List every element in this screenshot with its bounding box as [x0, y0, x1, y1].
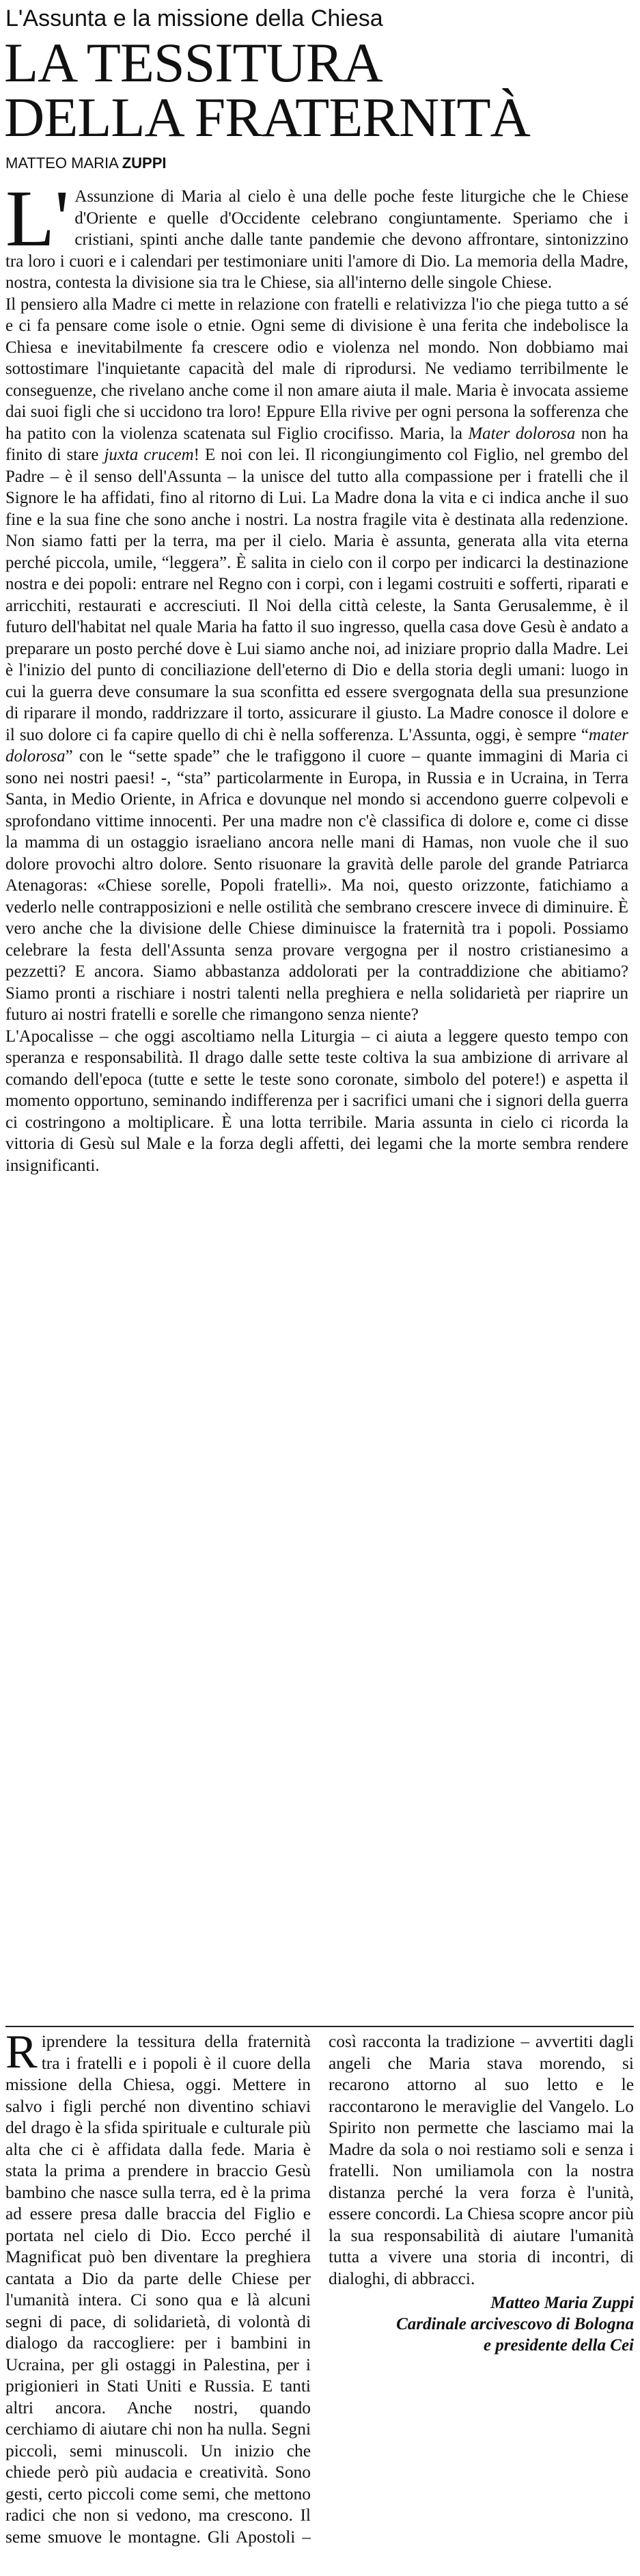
- paragraph: L'Assunzione di Maria al cielo è una delle poche feste liturgiche che le Chiese d'Oriente e quelle d'Occidente celebrano congiuntamente. Speriamo che i cristiani, spinti anche dalle tante pandemie che devono affrontare, sintonizzino tra loro i cuori e i calendari per testimoniare uniti l'amore di Dio. La memoria della Madre, nostra, contesta la divisione sia tra le Chiese, sia all'interno delle singole Chiese.: [5, 174, 628, 292]
- article-body: [5, 174, 628, 1176]
- headline-line-2: DELLA FRATERNITÀ: [4, 86, 530, 148]
- paragraph: Riprendere la tessitura della fraternità tra i fratelli e i popoli è il cuore della missione della Chiesa, oggi. Mettere in salvo i figli perché non diventino schiavi del drago è la sfida spirituale e culturale più alta che ci è affidata dalla fede. Maria è stata la prima a prendere in braccio Gesù bambino che nasce sulla terra, ed è la prima ad essere presa dalle braccia del Figlio e portata nel cielo di Dio. Ecco perché il Magnificat può ben diventare la preghiera cantata a Dio da parte delle Chiese per l'umanità intera. Ci sono qua e là alcuni segni di pace, di solidarietà, di volontà di dialogo da raccogliere: per i bambini in Ucraina, per gli ostaggi in Palestina, per i prigionieri in Stati Uniti e Russia. E tanti altri ancora. Anche nostri, quando cerchiamo di aiutare chi non ha nulla. Segni piccoli, semi minuscoli. Un inizio che chiede però più audacia e creatività. Sono gesti, certo piccoli come semi, che mettono radici che non si vedono, ma crescono. Il seme smuove le montagne. Gli Apostoli – così racconta la tradizione – avvertiti dagli angeli che Maria stava morendo, si recarono attorno al suo letto e le raccontarono le meraviglie del Vangelo. Lo Spirito non permette che lasciamo mai la Madre da sola o noi restiamo soli e senza i fratelli. Non umiliamola con la nostra distanza perché la vera forza è l'unità, essere concordi. La Chiesa scopre ancor più la sua responsabilità di aiutare l'umanità tutta a vivere una storia di incontri, di dialoghi, di abbracci.: [5, 2026, 634, 2547]
- author-role-1: Cardinale arcivescovo di Bologna: [396, 2315, 634, 2333]
- signature: [329, 2292, 634, 2356]
- italic-phrase: mater dolorosa: [5, 725, 628, 765]
- headline-line-1: LA TESSITURA: [4, 31, 382, 94]
- byline: [5, 154, 320, 172]
- byline-first: MATTEO MARIA: [5, 154, 122, 172]
- paragraph: Il pensiero alla Madre ci mette in relazione con fratelli e relativizza l'io che piega tutto a sé e ci fa pensare come isole o etnie. Ogni seme di divisione è una ferita che indebolisce la Chiesa e inevitabilmente fa crescere odio e violenza nel mondo. Non dobbiamo mai sottostimare l'inquietante capacità del male di riprodursi. Ne vediamo terribilmente le conseguenze, che rivelano anche come il non amare aiuta il male. Maria è invocata assieme dai suoi figli che si uccidono tra loro! Eppure Ella rivive per ogni persona la sofferenza che ha patito con la violenza scatenata sul Figlio crocifisso. Maria, la Mater dolorosa non ha finito di stare juxta crucem! E noi con lei. Il ricongiungimento col Figlio, nel grembo del Padre – è il senso dell'Assunta – la unisce del tutto alla compassione per i fratelli che il Signore le ha affidati, fino al ritorno di Lui. La Madre dona la vita e ci indica anche il suo fine e la sua fine che sono anche i nostri. La nostra fragile vita è destinata alla redenzione. Non siamo fatti per la terra, ma per il cielo. Maria è assunta, generata alla vita eterna perché piccola, umile, “leggera”. È salita in cielo con il corpo per indicarci la destinazione nostra e dei popoli: entrare nel Regno con i corpi, con i legami costruiti e sofferti, riparati e arricchiti, restaurati e accresciuti. Il Noi della città celeste, la Santa Gerusalemme, è il futuro dell'habitat nel quale Maria ha fatto il suo ingresso, quella casa dove Gesù è andato a preparare un posto perché dove è Lui siamo anche noi, ad iniziare proprio dalla Madre. Lei è l'inizio del punto di conciliazione dell'eterno di Dio e della storia degli umani: luogo in cui la guerra deve consumare la sua sconfitta ed essere svergognata della sua presunzione di riparare il mondo, raddrizzare il torto, assicurare il giusto. La Madre conosce il dolore e il suo dolore ci fa capire quello di chi è nella sofferenza. L'Assunta, oggi, è sempre “mater dolorosa” con le “sette spade” che le trafiggono il cuore – quante immagini di Maria ci sono nei nostri paesi! -, “sta” particolarmente in Europa, in Russia e in Ucraina, in Terra Santa, in Medio Oriente, in Africa e dovunque nel mondo si accendono guerre colpevoli e sprofondano vittime innocenti. Per una madre non c'è classifica di dolore e, come ci disse la mamma di un ostaggio israeliano ancora nelle mani di Hamas, non vuole che il suo dolore provochi altro dolore. Sento risuonare la gravità delle parole del grande Patriarca Atenagoras: «Chiese sorelle, Popoli fratelli». Ma noi, questo orizzonte, fatichiamo a vederlo nelle contrapposizioni e nelle ostilità che sembrano crescere invece di diminuire. È vero anche che la divisione delle Chiese diminuisce la fraternità tra i popoli. Possiamo celebrare la festa dell'Assunta senza provare vergogna per il nostro cristianesimo a pezzetti? E ancora. Siamo abbastanza addolorati per la contraddizione che abitiamo? Siamo pronti a rischiare i nostri talenti nella preghiera e nella solidarietà per riaprire un futuro ai nostri fratelli e sorelle che rimangono senza niente?: [5, 295, 628, 1024]
- paragraph: L'Apocalisse – che oggi ascoltiamo nella Liturgia – ci aiuta a leggere questo tempo con speranza e responsabilità. Il drago dalle sette teste coltiva la sua ambizione di arrivare al comando dell'epoca (tutte e sette le teste sono coronate, simbolo del potere!) e aspetta il momento opportuno, seminando indifferenza per i sacrifici umani che i signori della guerra ci costringono a moltiplicare. È una lotta terribile. Maria assunta in cielo ci ricorda la vittoria di Gesù sul Male e la forza degli affetti, dei legami che la morte sembra rendere insignificanti.: [5, 1027, 628, 1175]
- author-role-2: e presidente della Cei: [483, 2336, 634, 2355]
- author-name: Matteo Maria Zuppi: [490, 2294, 634, 2312]
- article-continuation: [5, 2026, 634, 2564]
- byline-last: ZUPPI: [122, 154, 167, 172]
- kicker: L'Assunta e la missione della Chiesa: [5, 5, 383, 31]
- section-divider: [5, 2026, 634, 2027]
- headline: [4, 31, 636, 148]
- italic-phrase: juxta crucem: [104, 446, 194, 464]
- italic-phrase: Mater dolorosa: [468, 424, 576, 443]
